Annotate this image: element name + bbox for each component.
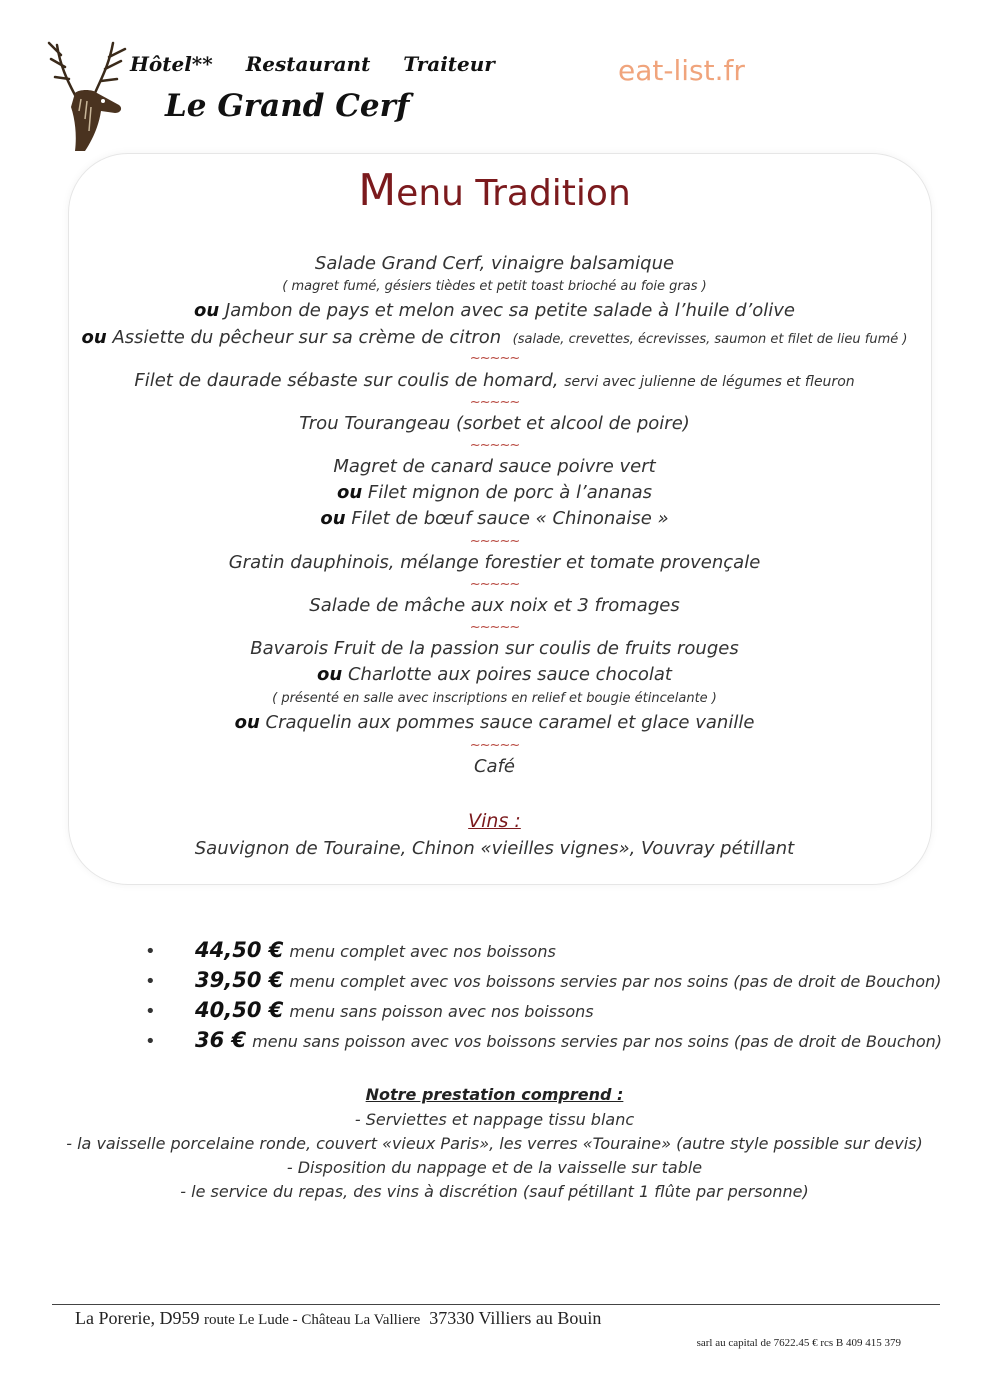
viande-3-text: Filet de bœuf sauce « Chinonaise » [351,508,669,529]
salade: Salade de mâche aux noix et 3 fromages [309,595,680,616]
price-row [145,1028,945,1058]
price-row [145,968,945,998]
dessert-2-note: ( présenté en salle avec inscriptions en relief et bougie étincelante ) [272,691,717,706]
viande-2 [0,482,989,503]
separator: ~~~~~ [469,395,520,410]
prestation-item: - la vaisselle porcelaine ronde, couvert «vieux Paris», les verres «Touraine» (autre style possible sur devis) [66,1134,923,1153]
separator: ~~~~~ [469,438,520,453]
bullet: • [145,971,156,992]
address-part: La Porerie, D959 [75,1308,200,1328]
price-amount: 36 € [195,1028,247,1052]
entree-3-text: Assiette du pêcheur sur sa crème de citron [112,327,502,348]
price-amount: 40,50 € [195,998,284,1022]
dessert-2-text: Charlotte aux poires sauce chocolat [347,664,672,685]
viande-3 [0,508,989,529]
footer-legal: sarl au capital de 7622.45 € rcs B 409 415 379 [696,1337,901,1349]
garniture: Gratin dauphinois, mélange forestier et tomate provençale [228,552,761,573]
footer-address [75,1308,601,1329]
ou-word: ou [194,300,220,321]
entree-3-note: (salade, crevettes, écrevisses, saumon et filet de lieu fumé ) [512,332,908,347]
menu-title-rest: enu Tradition [396,173,631,214]
header-hotel: Hôtel** [130,52,213,76]
poisson-text: Filet de daurade sébaste sur coulis de homard, [134,370,559,391]
entree-1-note: ( magret fumé, gésiers tièdes et petit toast brioché au foie gras ) [282,279,707,294]
separator: ~~~~~ [469,577,520,592]
menu-title [0,165,989,216]
header-traiteur: Traiteur [403,52,495,76]
bullet: • [145,1031,156,1052]
separator: ~~~~~ [469,534,520,549]
price-description: menu sans poisson avec vos boissons servies par nos soins (pas de droit de Bouchon) [252,1032,943,1051]
trou-tourangeau: Trou Tourangeau (sorbet et alcool de poire) [299,413,690,434]
price-row [145,938,945,968]
entree-1: Salade Grand Cerf, vinaigre balsamique [314,253,675,274]
vins-list: Sauvignon de Touraine, Chinon «vieilles vignes», Vouvray pétillant [194,838,795,859]
prestation-item: - le service du repas, des vins à discrétion (sauf pétillant 1 flûte par personne) [180,1182,809,1201]
menu-title-initial: M [358,165,397,216]
bullet: • [145,941,156,962]
price-amount: 39,50 € [195,968,284,992]
ou-word: ou [317,664,343,685]
dessert-1: Bavarois Fruit de la passion sur coulis de fruits rouges [250,638,739,659]
header-services [130,52,521,76]
entree-2-text: Jambon de pays et melon avec sa petite salade à l’huile d’olive [224,300,795,321]
prestation-item: - Serviettes et nappage tissu blanc [354,1110,635,1129]
ou-word: ou [336,482,363,503]
entree-2 [0,300,989,321]
watermark: eat-list.fr [618,54,745,87]
address-part: 37330 Villiers au Bouin [429,1308,602,1328]
header-restaurant: Restaurant [245,52,371,76]
price-amount: 44,50 € [195,938,284,962]
vins-title: Vins : [468,810,521,832]
prestation-title: Notre prestation comprend : [365,1085,624,1104]
ou-word: ou [320,508,346,529]
bullet: • [145,1001,156,1022]
price-description: menu complet avec nos boissons [289,942,556,961]
dessert-3-text: Craquelin aux pommes sauce caramel et glace vanille [265,712,755,733]
ou-word: ou [81,327,107,348]
separator: ~~~~~ [469,620,520,635]
price-description: menu sans poisson avec nos boissons [289,1002,594,1021]
price-description: menu complet avec vos boissons servies par nos soins (pas de droit de Bouchon) [289,972,942,991]
price-list [145,938,945,1058]
poisson [0,370,989,391]
ou-word: ou [234,712,260,733]
separator: ~~~~~ [469,738,520,753]
prestation-item: - Disposition du nappage et de la vaisselle sur table [286,1158,703,1177]
deer-logo-icon [45,35,135,155]
dessert-2 [0,664,989,685]
entree-3 [0,327,989,348]
footer-divider [52,1304,940,1305]
brand-name: Le Grand Cerf [165,88,410,124]
dessert-3 [0,712,989,733]
price-row [145,998,945,1028]
separator: ~~~~~ [469,351,520,366]
cafe: Café [473,756,515,777]
viande-2-text: Filet mignon de porc à l’ananas [367,482,653,503]
poisson-note: servi avec julienne de légumes et fleuron [564,374,855,390]
viande-1: Magret de canard sauce poivre vert [333,456,656,477]
address-part: route Le Lude - Château La Valliere [203,1312,421,1328]
